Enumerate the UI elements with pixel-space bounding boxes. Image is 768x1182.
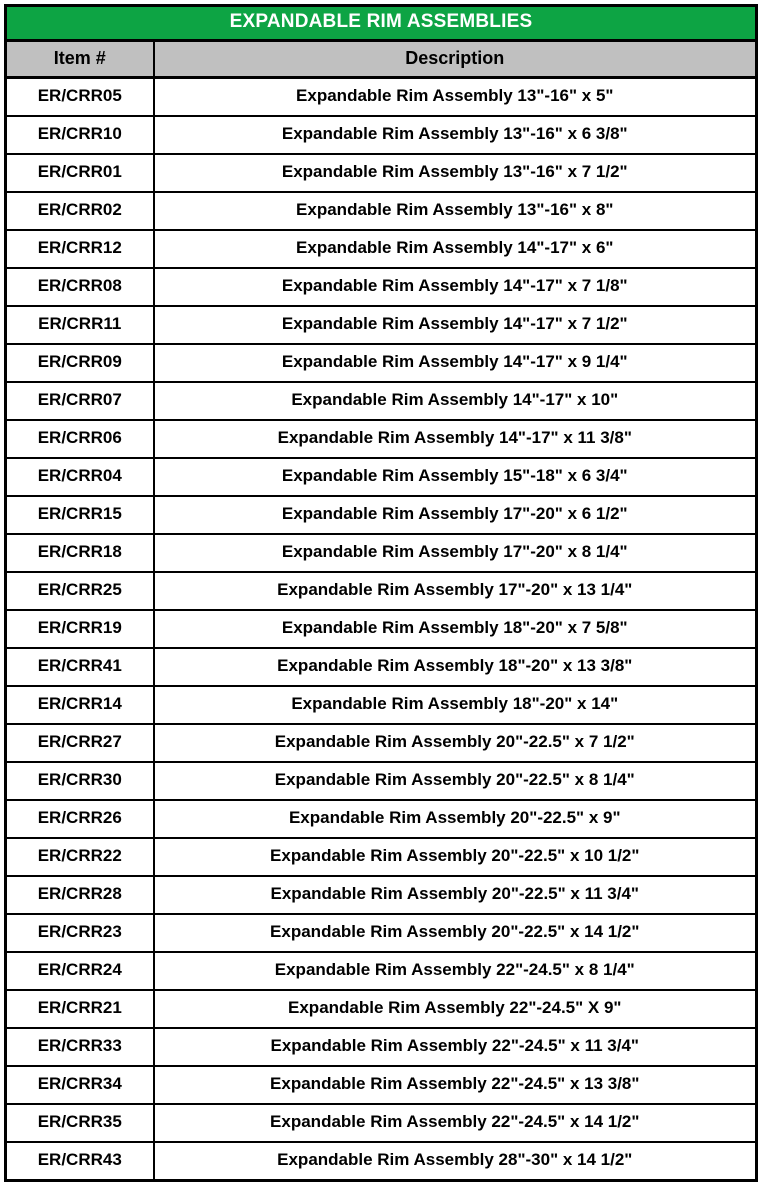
cell-item-number: ER/CRR26 bbox=[6, 800, 154, 838]
cell-item-number: ER/CRR11 bbox=[6, 306, 154, 344]
cell-description: Expandable Rim Assembly 20"-22.5" x 10 1/2" bbox=[154, 838, 757, 876]
cell-item-number: ER/CRR25 bbox=[6, 572, 154, 610]
table-row bbox=[6, 344, 757, 382]
column-header-row bbox=[6, 41, 757, 78]
cell-description: Expandable Rim Assembly 18"-20" x 13 3/8" bbox=[154, 648, 757, 686]
cell-description: Expandable Rim Assembly 15"-18" x 6 3/4" bbox=[154, 458, 757, 496]
cell-description: Expandable Rim Assembly 13"-16" x 6 3/8" bbox=[154, 116, 757, 154]
table-body bbox=[6, 78, 757, 1181]
cell-item-number: ER/CRR04 bbox=[6, 458, 154, 496]
cell-item-number: ER/CRR06 bbox=[6, 420, 154, 458]
cell-item-number: ER/CRR15 bbox=[6, 496, 154, 534]
table-row bbox=[6, 496, 757, 534]
table-row bbox=[6, 78, 757, 117]
cell-description: Expandable Rim Assembly 20"-22.5" x 14 1/2" bbox=[154, 914, 757, 952]
table-row bbox=[6, 1104, 757, 1142]
table-row bbox=[6, 1142, 757, 1181]
cell-item-number: ER/CRR23 bbox=[6, 914, 154, 952]
table-row bbox=[6, 534, 757, 572]
table-row bbox=[6, 382, 757, 420]
cell-item-number: ER/CRR12 bbox=[6, 230, 154, 268]
cell-item-number: ER/CRR08 bbox=[6, 268, 154, 306]
table-row bbox=[6, 1066, 757, 1104]
cell-description: Expandable Rim Assembly 14"-17" x 6" bbox=[154, 230, 757, 268]
table-row bbox=[6, 192, 757, 230]
cell-item-number: ER/CRR10 bbox=[6, 116, 154, 154]
table-row bbox=[6, 762, 757, 800]
table-title: EXPANDABLE RIM ASSEMBLIES bbox=[6, 6, 757, 41]
cell-description: Expandable Rim Assembly 22"-24.5" x 14 1/2" bbox=[154, 1104, 757, 1142]
cell-description: Expandable Rim Assembly 13"-16" x 8" bbox=[154, 192, 757, 230]
column-header-item: Item # bbox=[6, 41, 154, 78]
cell-description: Expandable Rim Assembly 20"-22.5" x 8 1/4" bbox=[154, 762, 757, 800]
cell-item-number: ER/CRR35 bbox=[6, 1104, 154, 1142]
cell-item-number: ER/CRR22 bbox=[6, 838, 154, 876]
cell-item-number: ER/CRR07 bbox=[6, 382, 154, 420]
cell-description: Expandable Rim Assembly 13"-16" x 7 1/2" bbox=[154, 154, 757, 192]
cell-item-number: ER/CRR41 bbox=[6, 648, 154, 686]
expandable-rim-assemblies-table bbox=[4, 4, 758, 1182]
table-title-row bbox=[6, 6, 757, 41]
table-row bbox=[6, 306, 757, 344]
cell-description: Expandable Rim Assembly 17"-20" x 6 1/2" bbox=[154, 496, 757, 534]
cell-description: Expandable Rim Assembly 22"-24.5" X 9" bbox=[154, 990, 757, 1028]
table-row bbox=[6, 838, 757, 876]
cell-description: Expandable Rim Assembly 20"-22.5" x 9" bbox=[154, 800, 757, 838]
table-row bbox=[6, 1028, 757, 1066]
cell-description: Expandable Rim Assembly 17"-20" x 13 1/4" bbox=[154, 572, 757, 610]
cell-description: Expandable Rim Assembly 17"-20" x 8 1/4" bbox=[154, 534, 757, 572]
cell-description: Expandable Rim Assembly 22"-24.5" x 11 3/4" bbox=[154, 1028, 757, 1066]
cell-description: Expandable Rim Assembly 14"-17" x 11 3/8" bbox=[154, 420, 757, 458]
cell-description: Expandable Rim Assembly 20"-22.5" x 11 3/4" bbox=[154, 876, 757, 914]
cell-description: Expandable Rim Assembly 13"-16" x 5" bbox=[154, 78, 757, 117]
cell-item-number: ER/CRR28 bbox=[6, 876, 154, 914]
column-header-description: Description bbox=[154, 41, 757, 78]
table-row bbox=[6, 458, 757, 496]
cell-description: Expandable Rim Assembly 22"-24.5" x 13 3/8" bbox=[154, 1066, 757, 1104]
cell-description: Expandable Rim Assembly 14"-17" x 9 1/4" bbox=[154, 344, 757, 382]
cell-item-number: ER/CRR21 bbox=[6, 990, 154, 1028]
cell-item-number: ER/CRR14 bbox=[6, 686, 154, 724]
cell-item-number: ER/CRR02 bbox=[6, 192, 154, 230]
table-row bbox=[6, 876, 757, 914]
cell-description: Expandable Rim Assembly 14"-17" x 7 1/2" bbox=[154, 306, 757, 344]
cell-item-number: ER/CRR27 bbox=[6, 724, 154, 762]
table-row bbox=[6, 154, 757, 192]
table-row bbox=[6, 268, 757, 306]
cell-description: Expandable Rim Assembly 20"-22.5" x 7 1/2" bbox=[154, 724, 757, 762]
cell-item-number: ER/CRR18 bbox=[6, 534, 154, 572]
cell-item-number: ER/CRR24 bbox=[6, 952, 154, 990]
table-row bbox=[6, 572, 757, 610]
cell-item-number: ER/CRR19 bbox=[6, 610, 154, 648]
table-row bbox=[6, 800, 757, 838]
cell-description: Expandable Rim Assembly 14"-17" x 10" bbox=[154, 382, 757, 420]
table-row bbox=[6, 990, 757, 1028]
cell-item-number: ER/CRR43 bbox=[6, 1142, 154, 1181]
cell-item-number: ER/CRR01 bbox=[6, 154, 154, 192]
table-row bbox=[6, 648, 757, 686]
table-row bbox=[6, 230, 757, 268]
cell-item-number: ER/CRR34 bbox=[6, 1066, 154, 1104]
table-row bbox=[6, 914, 757, 952]
table-row bbox=[6, 686, 757, 724]
cell-description: Expandable Rim Assembly 22"-24.5" x 8 1/4" bbox=[154, 952, 757, 990]
cell-description: Expandable Rim Assembly 14"-17" x 7 1/8" bbox=[154, 268, 757, 306]
cell-description: Expandable Rim Assembly 18"-20" x 7 5/8" bbox=[154, 610, 757, 648]
table-row bbox=[6, 952, 757, 990]
cell-item-number: ER/CRR30 bbox=[6, 762, 154, 800]
table-row bbox=[6, 420, 757, 458]
cell-item-number: ER/CRR33 bbox=[6, 1028, 154, 1066]
cell-description: Expandable Rim Assembly 18"-20" x 14" bbox=[154, 686, 757, 724]
cell-description: Expandable Rim Assembly 28"-30" x 14 1/2" bbox=[154, 1142, 757, 1181]
table-row bbox=[6, 610, 757, 648]
table-row bbox=[6, 116, 757, 154]
cell-item-number: ER/CRR05 bbox=[6, 78, 154, 117]
table-header bbox=[6, 6, 757, 78]
cell-item-number: ER/CRR09 bbox=[6, 344, 154, 382]
table-row bbox=[6, 724, 757, 762]
